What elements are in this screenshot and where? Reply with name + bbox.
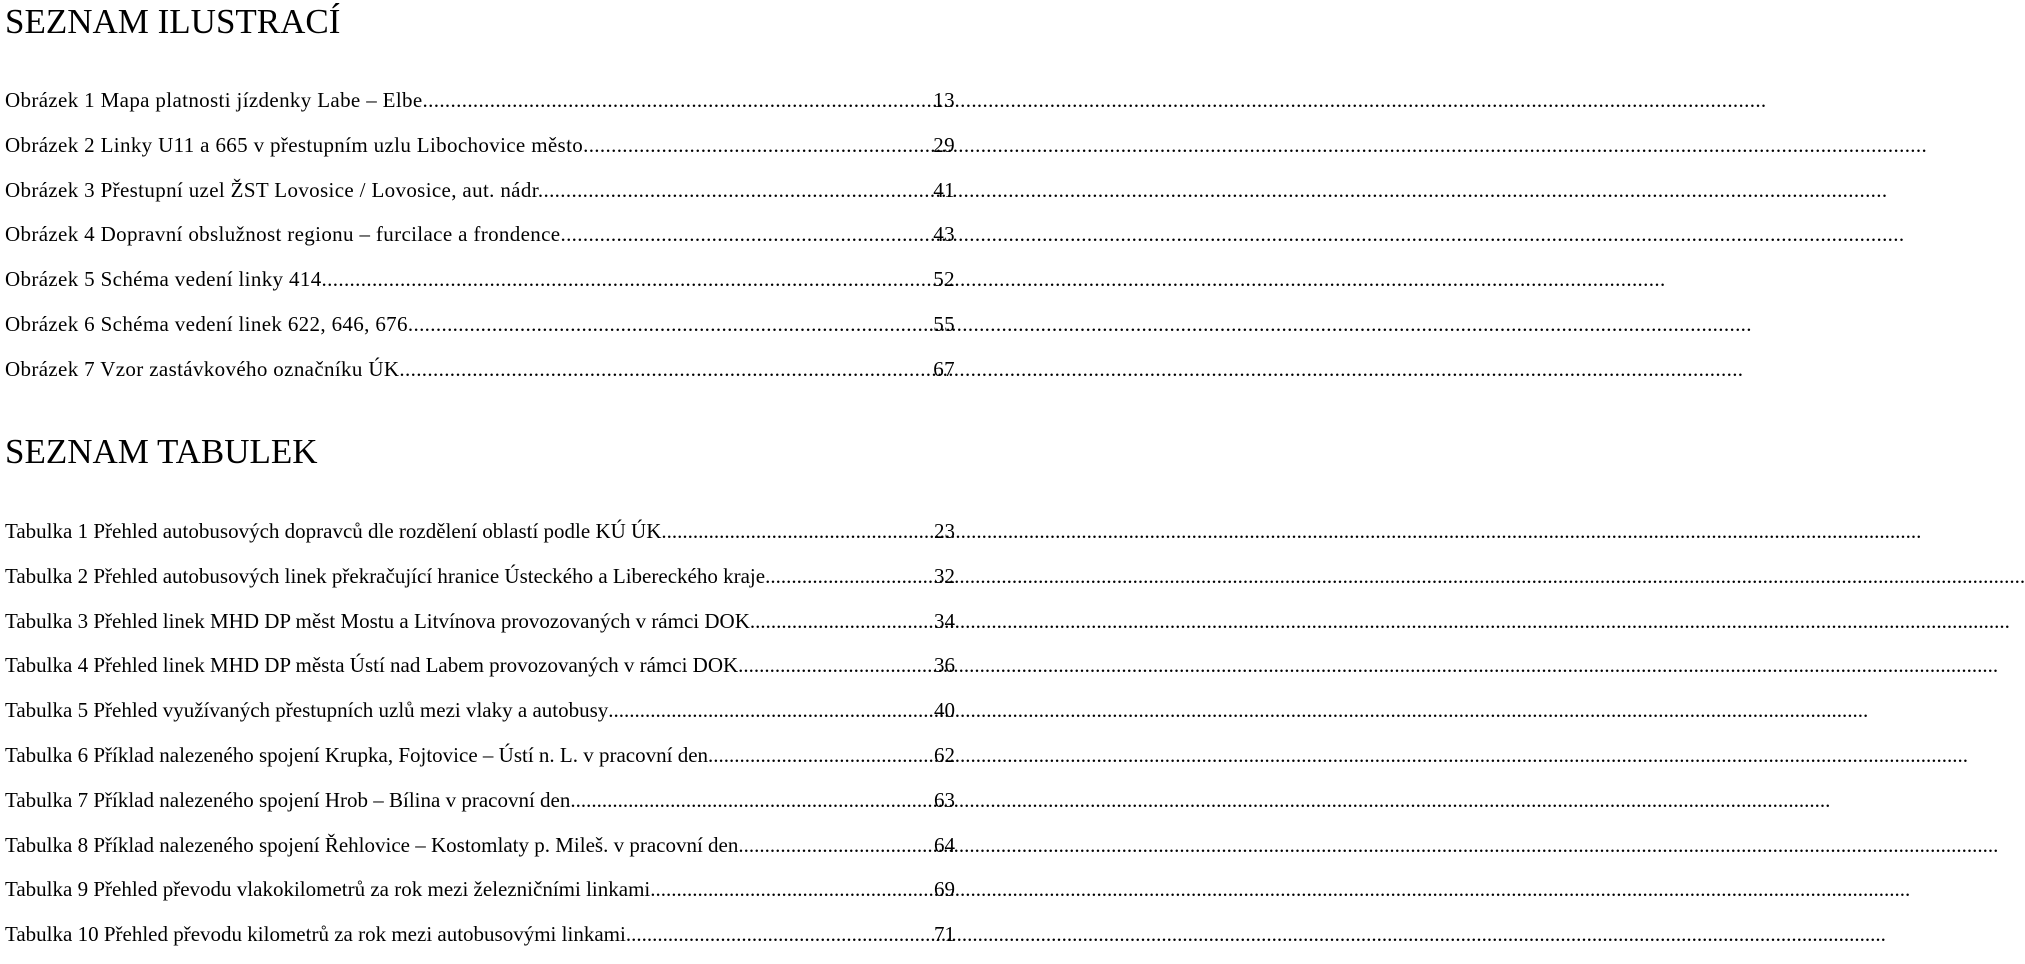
toc-dot-leader xyxy=(661,516,934,546)
toc-page-number: 55 xyxy=(933,311,955,336)
toc-entry-title: Tabulka 1 Přehled autobusových dopravců dle rozdělení oblastí podle KÚ ÚK xyxy=(5,519,662,543)
illustrations-list xyxy=(5,85,955,399)
toc-page-number: 29 xyxy=(933,132,955,157)
toc-dot-leader xyxy=(708,740,934,770)
toc-dot-leader xyxy=(765,561,934,591)
toc-entry[interactable] xyxy=(5,650,955,695)
toc-page-number: 43 xyxy=(933,222,955,247)
toc-page-number: 13 xyxy=(933,88,955,112)
toc-entry-title: Obrázek 2 Linky U11 a 665 v přestupním uzlu Libochovice město xyxy=(5,132,584,157)
tables-list xyxy=(5,516,955,964)
toc-dot-leader xyxy=(650,874,934,904)
toc-page-number: 52 xyxy=(933,267,955,292)
toc-dot-leader xyxy=(570,785,934,815)
toc-entry[interactable] xyxy=(5,695,955,740)
toc-entry[interactable] xyxy=(5,175,955,220)
toc-entry-title: Obrázek 4 Dopravní obslužnost regionu – furcilace a frondence xyxy=(5,222,561,247)
toc-dot-leader xyxy=(738,650,934,680)
toc-dot-leader xyxy=(543,175,933,205)
toc-entry-title: Tabulka 3 Přehled linek MHD DP měst Mostu a Litvínova provozovaných v rámci DOK xyxy=(5,608,750,633)
toc-entry-title: Obrázek 7 Vzor zastávkového označníku ÚK xyxy=(5,356,400,381)
toc-entry[interactable] xyxy=(5,830,955,875)
toc-entry-title: Tabulka 10 Přehled převodu kilometrů za rok mezi autobusovými linkami xyxy=(5,922,626,947)
toc-dot-leader xyxy=(322,264,934,294)
toc-entry-title: Tabulka 8 Příklad nalezeného spojení Řehlovice – Kostomlaty p. Mileš. v pracovní den xyxy=(5,832,739,857)
toc-dot-leader xyxy=(608,695,934,725)
illustrations-heading: SEZNAM ILUSTRACÍ xyxy=(5,2,341,41)
toc-page-number: 62 xyxy=(934,742,955,767)
toc-dot-leader xyxy=(750,606,934,636)
toc-entry[interactable] xyxy=(5,516,955,561)
toc-page-number: 71 xyxy=(934,922,955,947)
toc-entry[interactable] xyxy=(5,309,955,354)
toc-page-number: 34 xyxy=(934,608,955,633)
toc-entry[interactable] xyxy=(5,130,955,175)
toc-entry-title: Tabulka 5 Přehled využívaných přestupních uzlů mezi vlaky a autobusy xyxy=(5,698,609,723)
toc-entry-title: Obrázek 1 Mapa platnosti jízdenky Labe – Elbe xyxy=(5,88,423,112)
toc-entry[interactable] xyxy=(5,874,955,919)
toc-entry[interactable] xyxy=(5,919,955,964)
toc-entry-title: Obrázek 3 Přestupní uzel ŽST Lovosice / Lovosice, aut. nádr. xyxy=(5,177,544,202)
toc-entry-title: Tabulka 2 Přehled autobusových linek překračující hranice Ústeckého a Libereckého kraje xyxy=(5,563,766,588)
toc-page-number: 67 xyxy=(933,356,955,381)
toc-dot-leader xyxy=(583,130,933,160)
toc-entry[interactable] xyxy=(5,740,955,785)
toc-entry-title: Tabulka 4 Přehled linek MHD DP města Ústí nad Labem provozovaných v rámci DOK xyxy=(5,653,739,678)
toc-dot-leader xyxy=(408,309,933,339)
toc-entry-title: Tabulka 7 Příklad nalezeného spojení Hrob – Bílina v pracovní den xyxy=(5,787,571,812)
toc-dot-leader xyxy=(399,354,933,384)
toc-entry-title: Tabulka 6 Příklad nalezeného spojení Krupka, Fojtovice – Ústí n. L. v pracovní den xyxy=(5,742,709,767)
document-page xyxy=(5,0,955,947)
toc-page-number: 64 xyxy=(934,832,955,857)
toc-dot-leader xyxy=(738,830,934,860)
toc-entry-title: Obrázek 5 Schéma vedení linky 414 xyxy=(5,267,322,292)
toc-page-number: 41 xyxy=(933,177,955,202)
toc-page-number: 40 xyxy=(934,698,955,723)
tables-heading: SEZNAM TABULEK xyxy=(5,432,318,471)
toc-entry[interactable] xyxy=(5,785,955,830)
toc-entry[interactable] xyxy=(5,85,955,130)
toc-entry[interactable] xyxy=(5,264,955,309)
toc-page-number: 32 xyxy=(934,563,955,588)
toc-entry[interactable] xyxy=(5,219,955,264)
toc-dot-leader xyxy=(626,919,934,949)
toc-entry[interactable] xyxy=(5,561,955,606)
toc-page-number: 69 xyxy=(934,877,955,902)
toc-dot-leader xyxy=(560,219,933,249)
toc-entry-title: Tabulka 9 Přehled převodu vlakokilometrů za rok mezi železničními linkami xyxy=(5,877,651,902)
toc-page-number: 36 xyxy=(934,653,955,678)
toc-page-number: 23 xyxy=(934,519,955,543)
toc-dot-leader xyxy=(423,85,934,115)
toc-entry[interactable] xyxy=(5,606,955,651)
toc-entry-title: Obrázek 6 Schéma vedení linek 622, 646, 676 xyxy=(5,311,408,336)
toc-entry[interactable] xyxy=(5,354,955,399)
toc-page-number: 63 xyxy=(934,787,955,812)
